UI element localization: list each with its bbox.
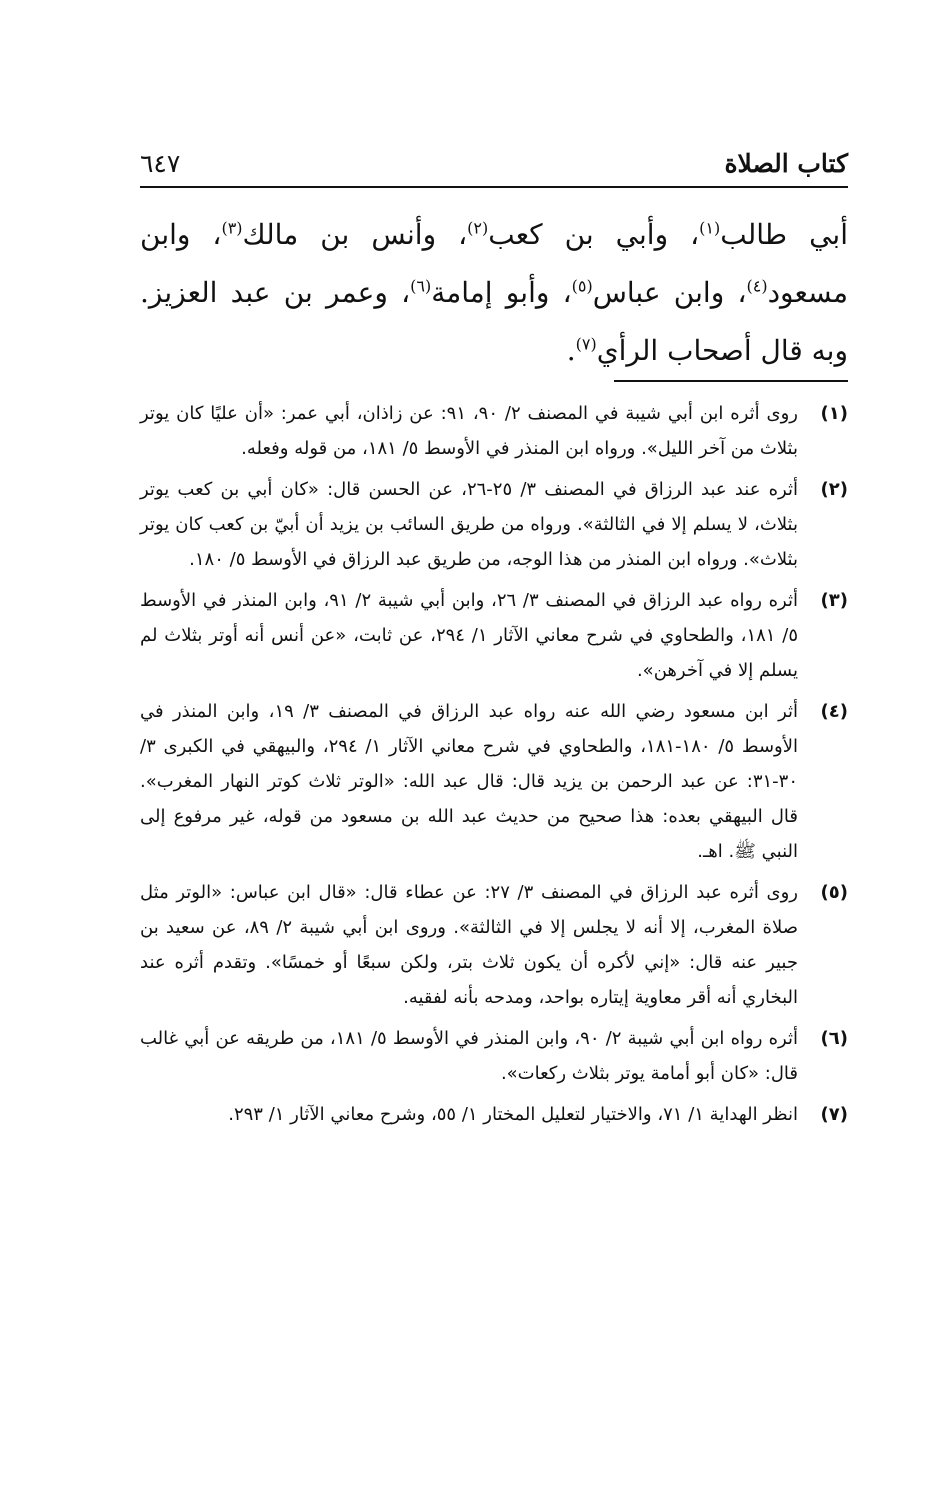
footnote [140,583,848,688]
footnote-ref: (٣) [221,218,243,238]
footnote-text: روى أثره ابن أبي شيبة في المصنف ٢/ ٩٠، ٩١: عن زاذان، أبي عمر: «أن عليًا كان يوتر بثلاث من آخر الليل». ورواه ابن المنذر في الأوسط ٥/ ١٨١، من قوله وفعله. [140,403,798,459]
footnote-divider [614,380,848,382]
footnote-ref: (٤) [746,276,768,296]
footnote [140,472,848,577]
footnote-text: أثر ابن مسعود رضي الله عنه رواه عبد الرزاق في المصنف ٣/ ١٩، وابن المنذر في الأوسط ٥/ ١٨٠-١٨١، والطحاوي في شرح معاني الآثار ١/ ٢٩٤، والبيهقي في الكبرى ٣/ ٣٠-٣١: عن عبد الرحمن بن يزيد قال: قال عبد الله: «الوتر ثلاث كوتر النهار المغرب». قال البيهقي بعده: هذا صحيح من حديث عبد الله بن مسعود من قوله، غير مرفوع إلى النبي ﷺ. اهـ. [140,701,799,862]
footnote-ref: (٧) [575,334,597,354]
paragraph-segment: أبي طالب [720,218,849,251]
footnote-number: (٤) [820,701,848,722]
footnote [140,1097,848,1132]
footnote-text: أثره عند عبد الرزاق في المصنف ٣/ ٢٥-٢٦، عن الحسن قال: «كان أبي بن كعب يوتر بثلاث، لا يسلم إلا في الثالثة». ورواه من طريق السائب بن يزيد أن أبيّ بن كعب كان يوتر بثلاث». ورواه ابن المنذر من هذا الوجه، من طريق عبد الرزاق في الأوسط ٥/ ١٨٠. [140,479,798,570]
footnote [140,1021,848,1091]
header-divider [140,186,848,188]
paragraph-segment: ، وابن عباس [592,276,747,309]
footnote-ref: (٢) [467,218,489,238]
paragraph-end: . [566,334,576,367]
page-number: ٦٤٧ [140,149,181,178]
footnote-number: (٢) [820,479,848,500]
footnote-number: (٣) [820,590,848,611]
footnotes [140,396,848,1138]
footnote-number: (٥) [820,882,848,903]
running-title: كتاب الصلاة [724,149,848,178]
page-header [140,148,848,184]
footnote-ref: (٥) [571,276,593,296]
footnote-text: أثره رواه عبد الرزاق في المصنف ٣/ ٢٦، وابن أبي شيبة ٢/ ٩١، وابن المنذر في الأوسط ٥/ ١٨١، والطحاوي في شرح معاني الآثار ١/ ٢٩٤، عن ثابت، «عن أنس أنه أوتر بثلاث لم يسلم إلا في آخرهن». [140,590,799,681]
footnote-ref: (١) [699,218,721,238]
paragraph-segment: ، وأبي بن كعب [488,218,700,251]
main-paragraph [140,206,848,380]
paragraph-segment: ، وعمر بن عبد العزيز. وبه قال أصحاب الرأي [140,276,848,367]
footnote-text: انظر الهداية ١/ ٧١، والاختيار لتعليل المختار ١/ ٥٥، وشرح معاني الآثار ١/ ٢٩٣. [228,1104,798,1125]
paragraph-segment: ، وابن مسعود [140,218,848,309]
paragraph-segment: ، وأنس بن مالك [242,218,468,251]
footnote [140,396,848,466]
footnote-number: (٧) [820,1104,848,1125]
footnote [140,694,848,869]
footnote-text: أثره رواه ابن أبي شيبة ٢/ ٩٠، وابن المنذر في الأوسط ٥/ ١٨١، من طريقه عن أبي غالب قال: «كان أبو أمامة يوتر بثلاث ركعات». [140,1028,798,1084]
footnote-number: (٦) [820,1028,848,1049]
footnote-number: (١) [820,403,848,424]
footnote-text: روى أثره عبد الرزاق في المصنف ٣/ ٢٧: عن عطاء قال: «قال ابن عباس: «الوتر مثل صلاة المغرب، إلا أنه لا يجلس إلا في الثالثة». وروى ابن أبي شيبة ٢/ ٨٩، عن سعيد بن جبير عنه قال: «إني لأكره أن يكون ثلاث بتر، ولكن سبعًا أو خمسًا». وتقدم أثره عند البخاري أنه أقر معاوية إيتاره بواحد، ومدحه بأنه لفقيه. [140,882,798,1008]
paragraph-segment: ، وأبو إمامة [431,276,572,309]
footnote [140,875,848,1015]
footnote-ref: (٦) [410,276,432,296]
